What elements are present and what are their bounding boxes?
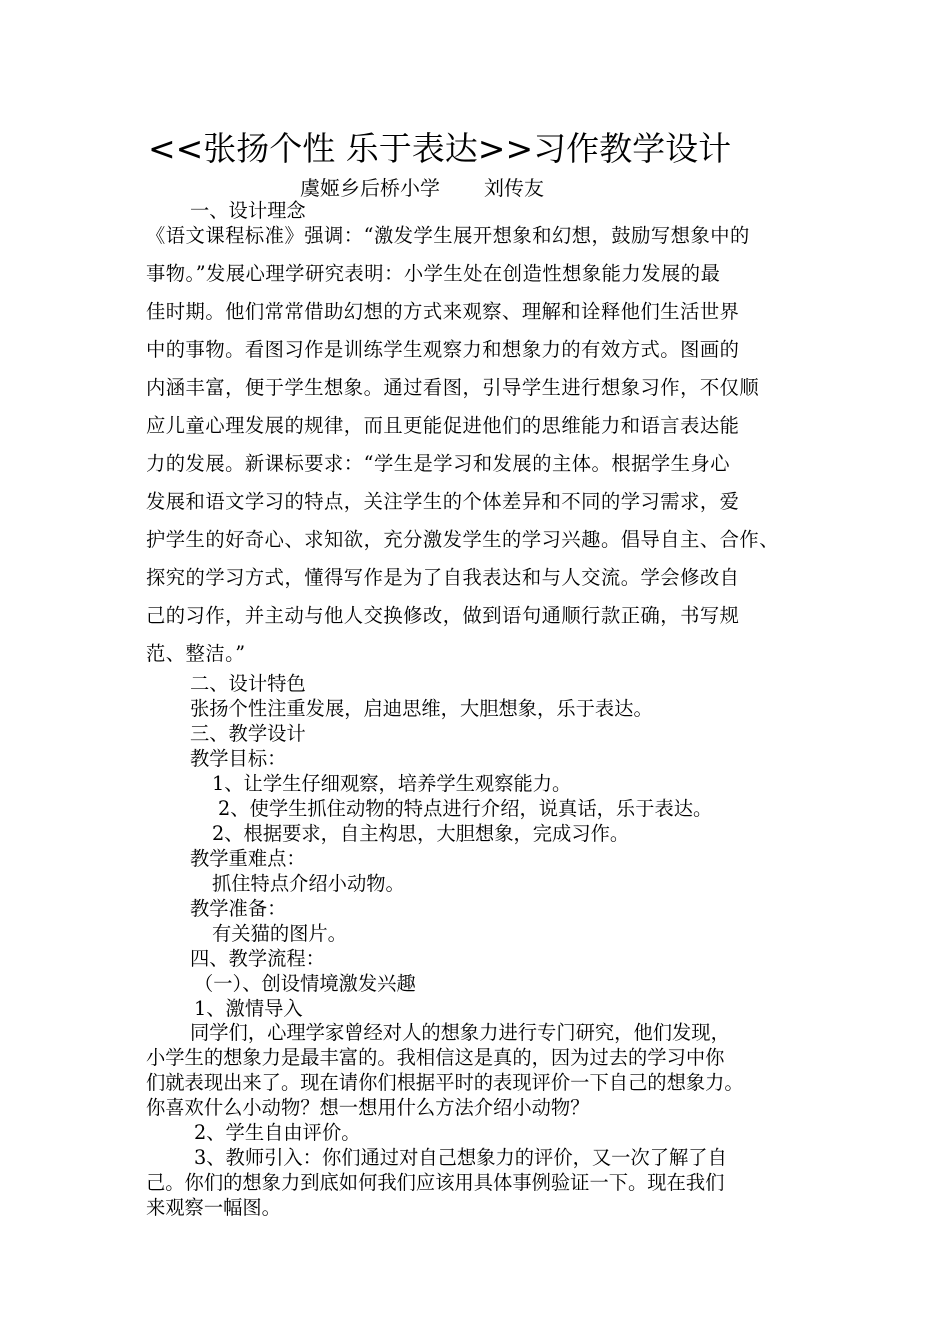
key-points-text: 抓住特点介绍小动物。: [212, 872, 405, 895]
section-heading-teaching-design: 三、教学设计: [190, 722, 306, 745]
paragraph-line: 己的习作，并主动与他人交换修改，做到语句通顺行款正确，书写规: [146, 604, 740, 627]
paragraph-line: 来观察一幅图。: [146, 1196, 281, 1219]
step-item: 1、激情导入: [194, 997, 303, 1020]
goal-item: 2、根据要求，自主构思，大胆想象，完成习作。: [212, 822, 630, 845]
paragraph-line: 力的发展。新课标要求：“学生是学习和发展的主体。根据学生身心: [146, 452, 731, 475]
paragraph-line: 探究的学习方式，懂得写作是为了自我表达和与人交流。学会修改自: [146, 566, 740, 589]
key-points-label: 教学重难点：: [190, 847, 306, 870]
paragraph-line: 小学生的想象力是最丰富的。我相信这是真的，因为过去的学习中你: [146, 1046, 725, 1069]
author-name: 刘传友: [484, 176, 544, 200]
paragraph-line: 内涵丰富，便于学生想象。通过看图，引导学生进行想象习作，不仅顺: [146, 376, 760, 399]
step-item: 2、学生自由评价。: [194, 1121, 361, 1144]
paragraph-line: 们就表现出来了。现在请你们根据平时的表现评价一下自己的想象力。: [146, 1071, 744, 1094]
author-line: [300, 175, 544, 201]
paragraph-line: 中的事物。看图习作是训练学生观察力和想象力的有效方式。图画的: [146, 338, 740, 361]
section-heading-teaching-process: 四、教学流程：: [190, 947, 325, 970]
goal-item: 2、使学生抓住动物的特点进行介绍，说真话，乐于表达。: [218, 797, 713, 820]
section-heading-design-concept: 一、设计理念: [190, 199, 306, 222]
paragraph-line: 己。你们的想象力到底如何我们应该用具体事例验证一下。现在我们: [146, 1171, 725, 1194]
school-name: 虞姬乡后桥小学: [300, 176, 440, 200]
design-features-text: 张扬个性注重发展，启迪思维，大胆想象，乐于表达。: [190, 697, 653, 720]
paragraph-line: 你喜欢什么小动物？想一想用什么方法介绍小动物？: [146, 1096, 590, 1119]
section-heading-design-features: 二、设计特色: [190, 672, 306, 695]
paragraph-line: 范、整洁。”: [146, 642, 246, 665]
goal-item: 1、让学生仔细观察，培养学生观察能力。: [212, 772, 572, 795]
paragraph-line: 《语文课程标准》强调：“激发学生展开想象和幻想，鼓励写想象中的: [146, 224, 750, 247]
paragraph-line: 事物。”发展心理学研究表明：小学生处在创造性想象能力发展的最: [146, 262, 721, 285]
paragraph-line: 发展和语文学习的特点，关注学生的个体差异和不同的学习需求，爱: [146, 490, 740, 513]
paragraph-line: 护学生的好奇心、求知欲，充分激发学生的学习兴趣。倡导自主、合作、: [146, 528, 779, 551]
paragraph-line: 应儿童心理发展的规律，而且更能促进他们的思维能力和语言表达能: [146, 414, 740, 437]
preparation-label: 教学准备：: [190, 897, 287, 920]
goals-label: 教学目标：: [190, 747, 287, 770]
paragraph-line: 3、教师引入：你们通过对自己想象力的评价，又一次了解了自: [194, 1146, 727, 1169]
document-title: <<张扬个性 乐于表达>>习作教学设计: [148, 129, 732, 168]
paragraph-line: 佳时期。他们常常借助幻想的方式来观察、理解和诠释他们生活世界: [146, 300, 740, 323]
preparation-text: 有关猫的图片。: [212, 922, 347, 945]
step-heading: （一）、创设情境激发兴趣: [194, 972, 416, 995]
paragraph-line: 同学们，心理学家曾经对人的想象力进行专门研究，他们发现，: [190, 1021, 730, 1044]
